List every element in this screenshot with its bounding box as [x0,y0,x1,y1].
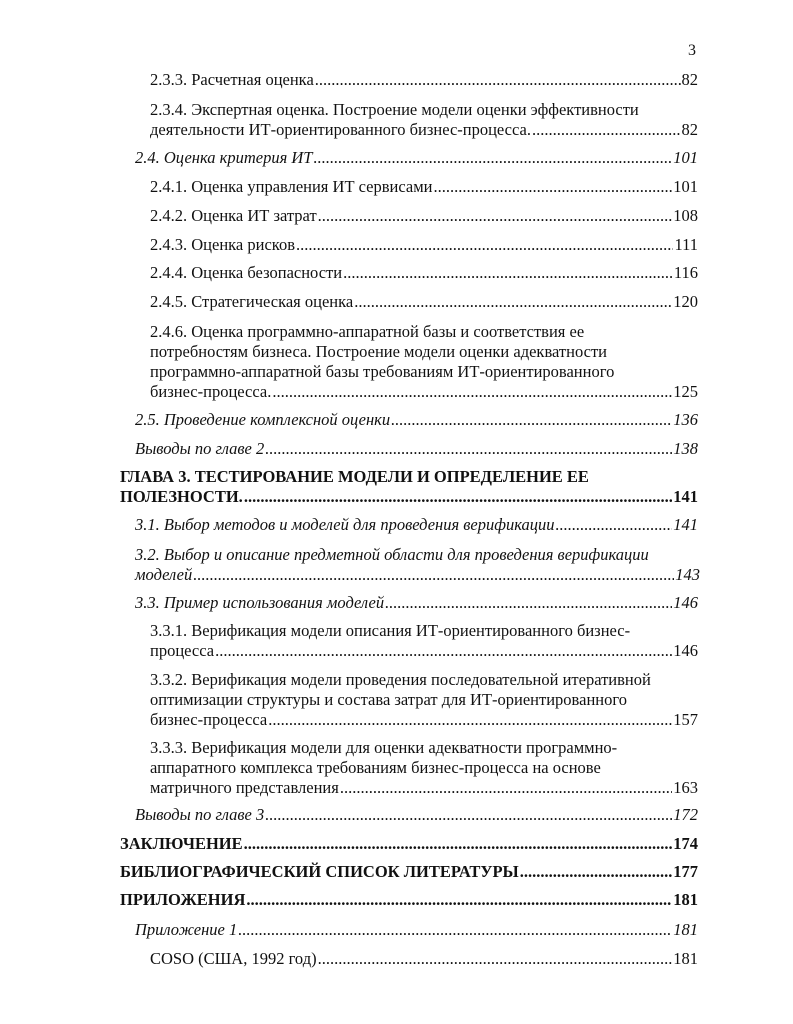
toc-leader-dots [238,920,672,940]
toc-entry-title: Приложение 1 [135,920,238,939]
toc-leader-dots [246,890,672,910]
toc-entry-title: ПРИЛОЖЕНИЯ [120,890,246,909]
toc-entry-page: 181 [673,920,698,939]
toc-entry-title: 2.5. Проведение комплексной оценки [135,410,391,429]
toc-leader-dots [318,206,673,226]
toc-entry-page: 125 [673,382,698,401]
toc-leader-dots [314,148,673,168]
toc-leader-dots [433,177,672,197]
toc-entry-page: 181 [673,890,698,909]
toc-entry-title: 2.4.1. Оценка управления ИТ сервисами [150,177,433,196]
toc-entry-title-cont: деятельности ИТ-ориентированного бизнес-процесса. [150,120,531,139]
toc-entry-page: 101 [673,148,698,167]
toc-entry-title: 2.3.3. Расчетная оценка [150,70,314,89]
toc-entry-title: БИБЛИОГРАФИЧЕСКИЙ СПИСОК ЛИТЕРАТУРЫ [120,862,519,881]
toc-entry-page: 172 [673,805,698,824]
toc-entry-title: 2.4.6. Оценка программно-аппаратной базы и соответствия ее [150,322,585,341]
toc-entry-page: 181 [673,949,698,968]
toc-entry-title: Выводы по главе 3 [135,805,265,824]
toc-entry-title-cont: матричного представления [150,778,339,797]
toc-entry-2-4-5[interactable] [150,292,698,312]
toc-entry-page: 157 [673,710,698,729]
toc-entry-3-3-3[interactable] [150,738,698,798]
toc-entry-page: 174 [673,834,698,853]
toc-leader-dots [532,120,681,140]
toc-entry-page: 146 [673,641,698,660]
toc-entry-title: Выводы по главе 2 [135,439,265,458]
toc-leader-dots [354,292,672,312]
toc-entry-title-cont: аппаратного комплекса требованиям бизнес-процесса на основе [150,758,601,777]
toc-entry-title: 3.2. Выбор и описание предметной области для проведения верификации [135,545,649,564]
toc-entry-appendices[interactable] [120,890,698,910]
toc-entry-page: 141 [673,515,698,534]
toc-entry-3-2[interactable] [135,545,700,585]
toc-entry-page: 108 [673,206,698,225]
toc-leader-dots [244,834,673,854]
toc-entry-page: 101 [673,177,698,196]
toc-leader-dots [265,805,672,825]
toc-entry-title: ГЛАВА 3. ТЕСТИРОВАНИЕ МОДЕЛИ И ОПРЕДЕЛЕНИЕ ЕЕ [120,467,589,486]
toc-leader-dots [343,263,673,283]
toc-entry-page: 163 [673,778,698,797]
toc-entry-page: 138 [673,439,698,458]
toc-entry-coso[interactable] [150,949,698,969]
toc-entry-2-5[interactable] [135,410,698,430]
toc-entry-title-cont: ПОЛЕЗНОСТИ. [120,487,243,506]
toc-leader-dots [296,235,673,255]
toc-entry-title-cont: моделей [135,565,193,584]
toc-entry-title-cont: бизнес-процесса [150,710,268,729]
toc-leader-dots [265,439,672,459]
toc-leader-dots [244,487,672,507]
toc-leader-dots [340,778,672,798]
toc-leader-dots [556,515,673,535]
toc-entry-bibliography[interactable] [120,862,698,882]
toc-leader-dots [391,410,672,430]
toc-entry-page: 177 [673,862,698,881]
toc-entry-conclusion[interactable] [120,834,698,854]
toc-entry-2-4-1[interactable] [150,177,698,197]
toc-entry-title: 3.1. Выбор методов и моделей для проведения верификации [135,515,555,534]
toc-entry-title: COSO (США, 1992 год) [150,949,317,968]
toc-entry-title-cont: потребностям бизнеса. Построение модели оценки адекватности [150,342,607,361]
toc-entry-page: 136 [673,410,698,429]
toc-entry-page: 143 [675,565,700,584]
toc-entry-title: 3.3.2. Верификация модели проведения последовательной итеративной [150,670,651,689]
toc-leader-dots [215,641,672,661]
toc-entry-page: 116 [673,263,698,282]
toc-entry-page: 141 [673,487,698,506]
toc-entry-title: 2.4.3. Оценка рисков [150,235,295,254]
toc-entry-2-4-3[interactable] [150,235,698,255]
toc-entry-2-4-4[interactable] [150,263,698,283]
toc-leader-dots [268,710,672,730]
toc-entry-title: 3.3.3. Верификация модели для оценки адекватности программно- [150,738,618,757]
page-number: 3 [688,42,696,59]
toc-entry-title: 2.3.4. Экспертная оценка. Построение модели оценки эффективности [150,100,639,119]
toc-entry-2-4[interactable] [135,148,698,168]
toc-entry-chapter3-conclusions[interactable] [135,805,698,825]
toc-leader-dots [385,593,672,613]
toc-entry-title: 2.4. Оценка критерия ИТ [135,148,313,167]
toc-entry-chapter-3[interactable] [120,467,698,507]
toc-entry-2-4-2[interactable] [150,206,698,226]
toc-entry-page: 120 [673,292,698,311]
toc-entry-title-cont: процесса [150,641,215,660]
toc-entry-3-3-2[interactable] [150,670,698,730]
toc-entry-appendix-1[interactable] [135,920,698,940]
toc-entry-title: 2.4.2. Оценка ИТ затрат [150,206,317,225]
toc-entry-page: 82 [681,70,698,89]
toc-entry-2-3-4[interactable] [150,100,698,140]
toc-entry-title-cont: оптимизации структуры и состава затрат для ИТ-ориентированного [150,690,627,709]
toc-entry-title-cont: программно-аппаратной базы требованиям ИТ-ориентированного [150,362,615,381]
toc-entry-page: 111 [674,235,698,254]
toc-entry-title: 2.4.5. Стратегическая оценка [150,292,354,311]
toc-leader-dots [520,862,673,882]
toc-entry-page: 82 [681,120,698,139]
toc-entry-3-3[interactable] [135,593,698,613]
toc-entry-title: 3.3. Пример использования моделей [135,593,385,612]
toc-entry-3-1[interactable] [135,515,698,535]
toc-entry-2-4-6[interactable] [150,322,698,402]
toc-leader-dots [318,949,673,969]
toc-leader-dots [193,565,674,585]
toc-entry-title: ЗАКЛЮЧЕНИЕ [120,834,243,853]
toc-leader-dots [315,70,681,90]
toc-entry-title-cont: бизнес-процесса. [150,382,272,401]
toc-entry-2-3-3[interactable] [150,70,698,90]
toc-entry-chapter2-conclusions[interactable] [135,439,698,459]
toc-leader-dots [272,382,672,402]
toc-entry-title: 3.3.1. Верификация модели описания ИТ-ориентированного бизнес- [150,621,631,640]
toc-entry-page: 146 [673,593,698,612]
toc-entry-3-3-1[interactable] [150,621,698,661]
toc-entry-title: 2.4.4. Оценка безопасности [150,263,343,282]
